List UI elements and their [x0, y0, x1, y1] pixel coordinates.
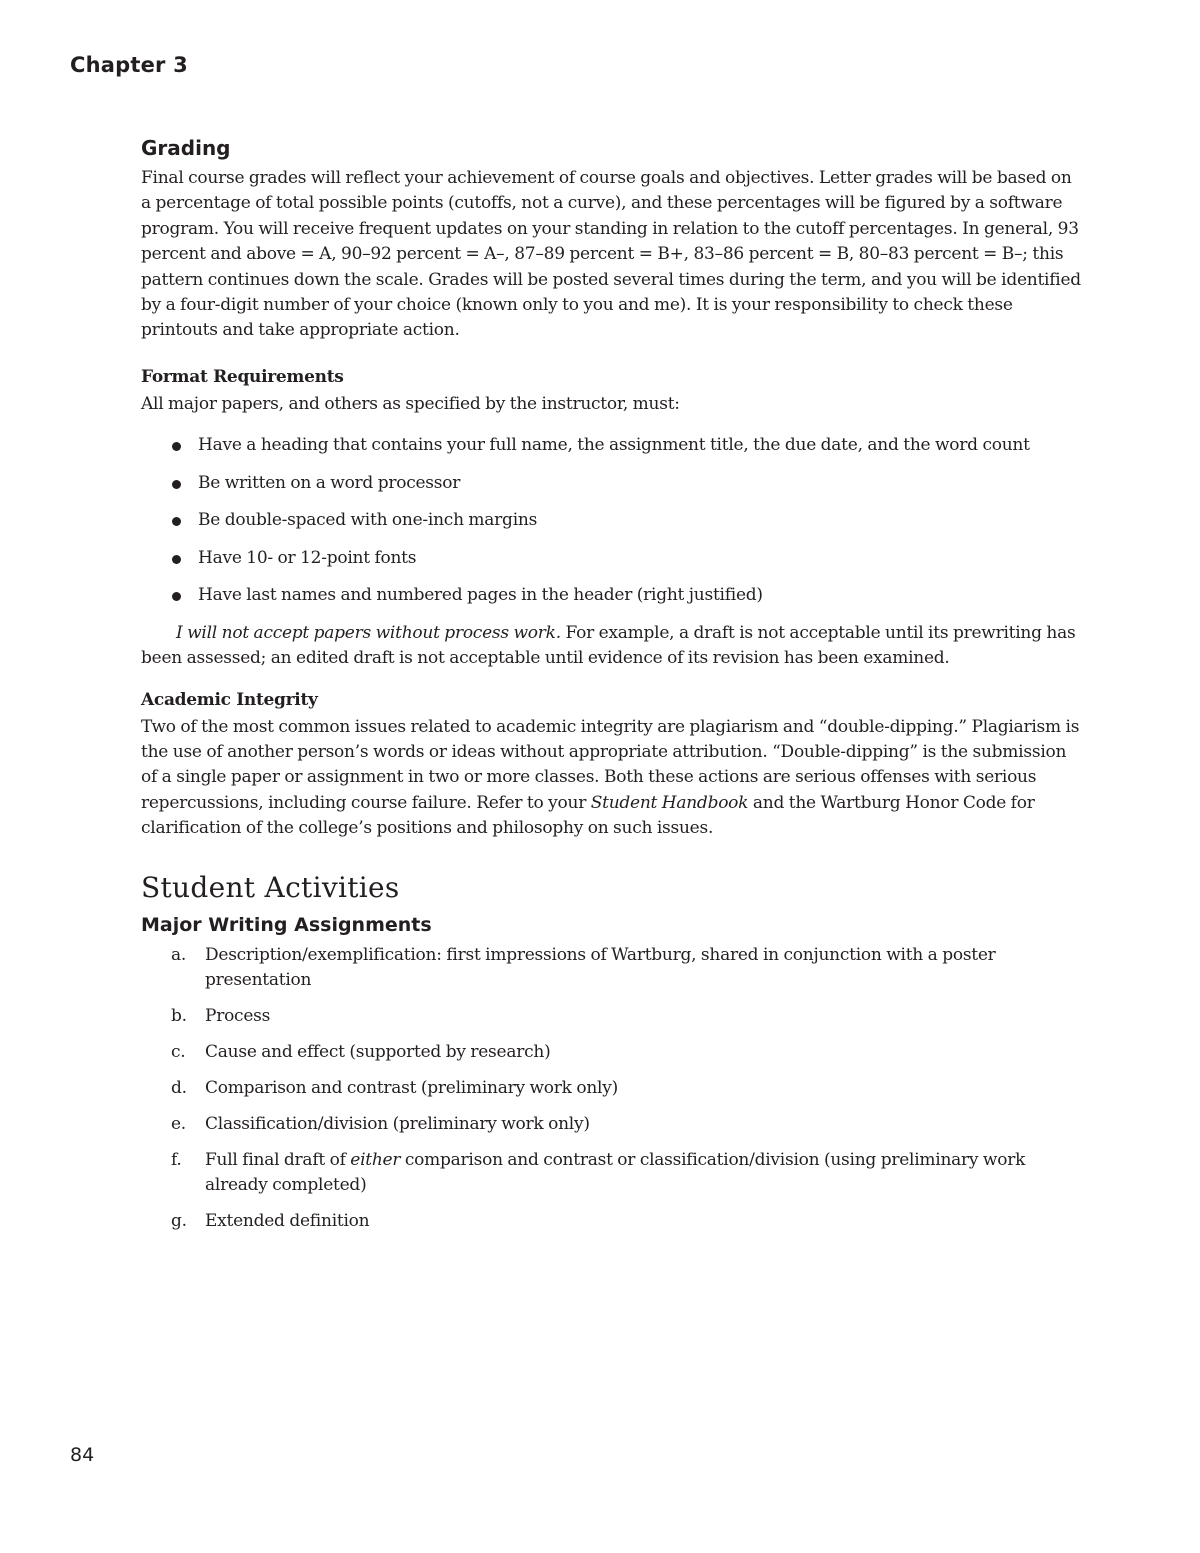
integrity-text-2: and the Wartburg Honor Code for clarification of the college’s positions and philosophy on such issues. [141, 792, 1035, 839]
format-intro: All major papers, and others as specified by the instructor, must: [141, 393, 680, 414]
list-item [141, 1004, 1081, 1029]
list-item-text: Extended definition [205, 1210, 370, 1231]
integrity-paragraph [141, 715, 1081, 842]
list-item-text: Cause and effect (supported by research) [205, 1041, 551, 1062]
list-marker: a. [171, 944, 187, 965]
either-emphasis: either [350, 1149, 401, 1170]
integrity-text-1: Two of the most common issues related to academic integrity are plagiarism and “double-dipping.” Plagiarism is the use of another person’s words or ideas without appropriate attribution. “Double-dipping” is the submission of a single paper or assignment in two or more classes. Both these actions are serious offenses with serious repercussions, including course failure. Refer to your [141, 716, 1080, 813]
integrity-section [141, 690, 1081, 842]
list-item [141, 943, 1081, 993]
assignments-list [141, 943, 1081, 1234]
process-work-text: For example, a draft is not acceptable until its prewriting has been assessed; an edited draft is not acceptable until evidence of its revision has been examined. [141, 622, 1076, 669]
list-marker: d. [171, 1077, 187, 1098]
list-item [141, 1040, 1081, 1065]
list-item-text-cont: comparison and contrast or classification/division (using preliminary work already completed) [205, 1149, 1026, 1195]
list-item [141, 546, 1081, 571]
activities-section [141, 871, 1081, 1234]
list-item-text: Have 10- or 12-point fonts [198, 547, 417, 568]
list-item-text: Classification/division (preliminary work only) [205, 1113, 590, 1134]
page-number: 84 [70, 1444, 95, 1466]
list-item [141, 1076, 1081, 1101]
bullet-icon [172, 592, 181, 601]
list-item-text: Be written on a word processor [198, 472, 461, 493]
list-marker: g. [171, 1210, 187, 1231]
grading-heading: Grading [141, 136, 231, 160]
list-item [141, 433, 1081, 458]
bullet-icon [172, 442, 181, 451]
list-marker: e. [171, 1113, 186, 1134]
list-item-text: Process [205, 1005, 271, 1026]
assignments-heading: Major Writing Assignments [141, 913, 432, 936]
format-heading: Format Requirements [141, 366, 344, 387]
list-item-text: Be double-spaced with one-inch margins [198, 510, 538, 531]
list-marker: f. [171, 1149, 182, 1170]
grading-section [141, 136, 1081, 344]
list-item [141, 1209, 1081, 1234]
activities-title: Student Activities [141, 870, 400, 904]
list-item-text: Description/exemplification: first impressions of Wartburg, shared in conjunction with a poster presentation [205, 944, 996, 990]
format-list [141, 433, 1081, 608]
list-item [141, 1148, 1081, 1198]
list-marker: b. [171, 1005, 187, 1026]
process-work-emphasis: I will not accept papers without process work. [176, 622, 561, 643]
list-item-text: Have a heading that contains your full name, the assignment title, the due date, and the word count [198, 435, 1030, 456]
list-marker: c. [171, 1041, 186, 1062]
list-item [141, 583, 1081, 608]
format-section [141, 367, 1081, 672]
student-handbook-title: Student Handbook [590, 792, 749, 813]
bullet-icon [172, 555, 181, 564]
chapter-label: Chapter 3 [70, 53, 188, 77]
integrity-heading: Academic Integrity [141, 689, 318, 710]
bullet-icon [172, 480, 181, 489]
list-item [141, 1112, 1081, 1137]
bullet-icon [172, 517, 181, 526]
list-item-text: Comparison and contrast (preliminary work only) [205, 1077, 618, 1098]
list-item-text: Full final draft of [205, 1149, 351, 1170]
list-item [141, 508, 1081, 533]
page-content [141, 136, 1081, 1245]
grading-paragraph: Final course grades will reflect your achievement of course goals and objectives. Letter grades will be based on a percentage of total possible points (cutoffs, not a curve), and these percentages will be figured by a software program. You will receive frequent updates on your standing in relation to the cutoff percentages. In general, 93 percent and above = A, 90–92 percent = A–, 87–89 percent = B+, 83–86 percent = B, 80–83 percent = B–; this pattern continues down the scale. Grades will be posted several times during the term, and you will be identified by a four-digit number of your choice (known only to you and me). It is your responsibility to check these printouts and take appropriate action. [141, 168, 1081, 341]
list-item [141, 471, 1081, 496]
list-item-text: Have last names and numbered pages in the header (right justified) [198, 585, 763, 606]
process-work-paragraph [141, 621, 1081, 672]
